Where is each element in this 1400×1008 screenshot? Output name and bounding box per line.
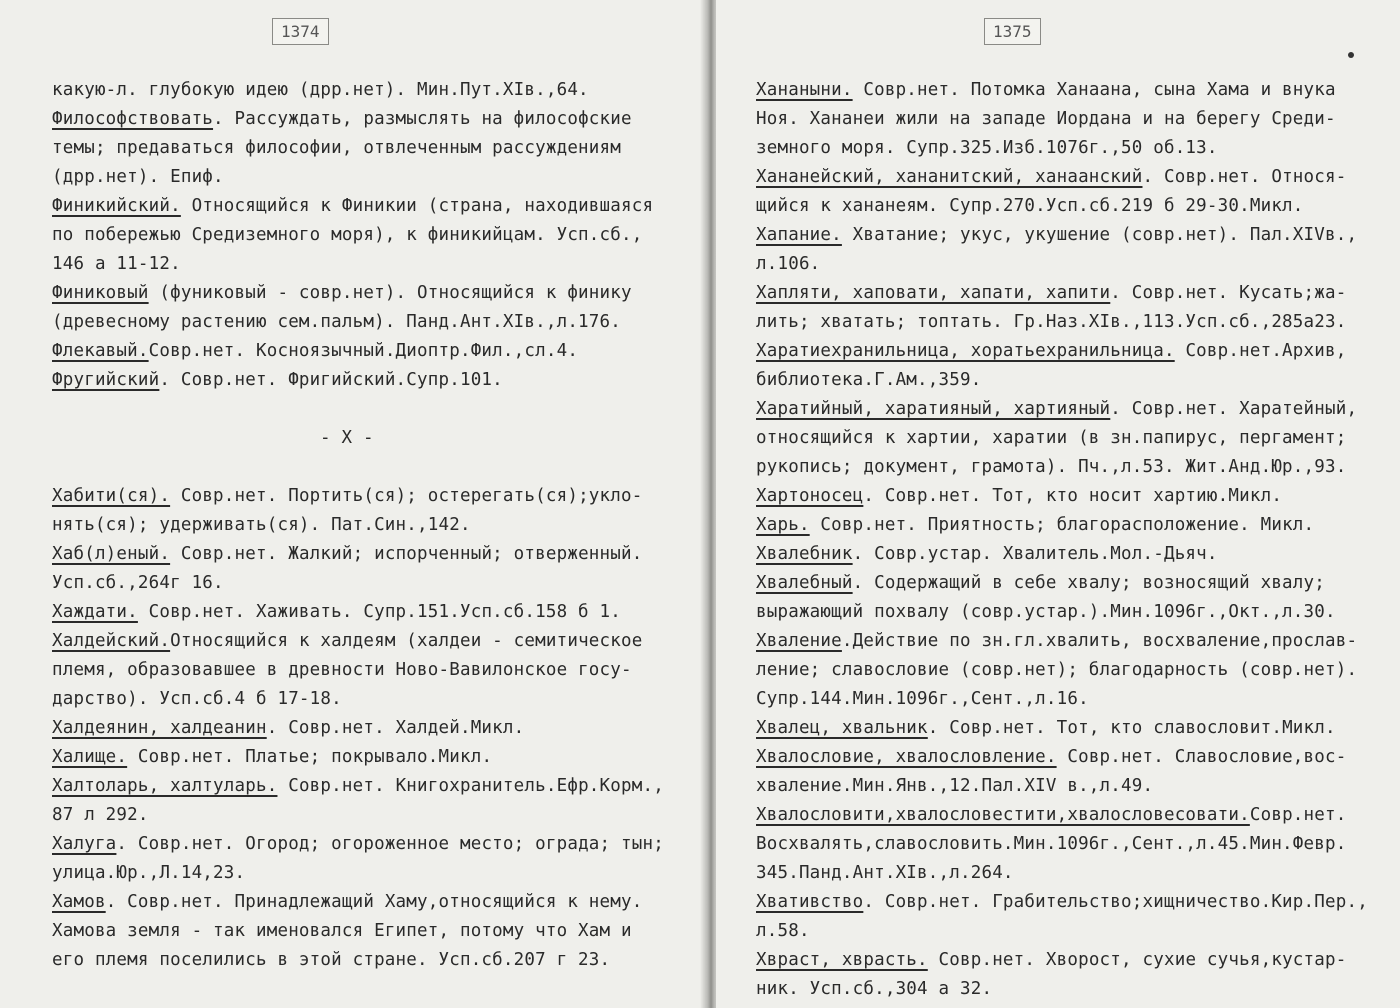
dictionary-entry (52, 279, 692, 337)
entry-line (52, 772, 692, 801)
entry-line (756, 830, 1392, 859)
entry-line (52, 308, 692, 337)
dictionary-entry (756, 395, 1392, 482)
entry-line (52, 714, 692, 743)
definition-text: . Совр.нет. Тот, кто славословит.Микл. (927, 718, 1336, 738)
entry-line (52, 685, 692, 714)
entry-line (756, 221, 1392, 250)
definition-text: Совр.нет. (1249, 805, 1347, 825)
entry-line (756, 540, 1392, 569)
dictionary-entry (756, 337, 1392, 395)
definition-text: Хамова земля - так именовался Египет, потому что Хам и (52, 921, 632, 941)
definition-text: его племя поселились в этой стране. Усп.сб.207 г 23. (52, 950, 611, 970)
entry-line (52, 801, 692, 830)
headword: Финикийский. (52, 196, 181, 216)
definition-text: 345.Панд.Ант.XIв.,л.264. (756, 863, 1014, 883)
dictionary-entry (756, 569, 1392, 627)
entry-line (756, 453, 1392, 482)
definition-text: Хватание; укус, укушение (совр.нет). Пал.XIVв., (841, 225, 1358, 245)
definition-text: по побережью Средиземного моря), к финикийцам. Усп.сб., (52, 225, 643, 245)
dictionary-entry (756, 511, 1392, 540)
right-page (716, 0, 1400, 1008)
dictionary-entry (52, 830, 692, 888)
definition-text: . Содержащий в себе хвалу; возносящий хвалу; (852, 573, 1326, 593)
definition-text: Супр.144.Мин.1096г.,Сент.,л.16. (756, 689, 1089, 709)
entry-line (756, 308, 1392, 337)
definition-text: улица.Юр.,Л.14,23. (52, 863, 246, 883)
definition-text: племя, образовавшее в древности Ново-Вавилонское госу- (52, 660, 632, 680)
right-column (756, 76, 1392, 1004)
definition-text: л.58. (756, 921, 810, 941)
entry-line (756, 888, 1392, 917)
definition-text: . Совр.нет. Грабительство;хищничество.Кир.Пер., (863, 892, 1368, 912)
dictionary-entry (756, 482, 1392, 511)
entry-line (52, 830, 692, 859)
definition-text: . Совр.устар. Хвалитель.Мол.-Дьяч. (852, 544, 1218, 564)
definition-text: темы; предаваться философии, отвлеченным рассуждениям (52, 138, 622, 158)
definition-text: Совр.нет. Приятность; благорасположение. Микл. (809, 515, 1315, 535)
entry-line (52, 743, 692, 772)
headword: Халуга (52, 834, 117, 854)
headword: Фругийский (52, 370, 160, 390)
dictionary-entry (756, 279, 1392, 337)
headword: Хвалебник (756, 544, 853, 564)
page-number: 1374 (272, 18, 329, 45)
dictionary-entry (52, 888, 692, 975)
entry-line (756, 279, 1392, 308)
headword: Халтоларь, халтуларь. (52, 776, 278, 796)
definition-text: (фуниковый - совр.нет). Относящийся к финику (148, 283, 632, 303)
dictionary-entry (52, 743, 692, 772)
entry-line (756, 569, 1392, 598)
entry-line (52, 163, 692, 192)
headword: Хабити(ся). (52, 486, 171, 506)
headword: Хваление (756, 631, 842, 651)
dictionary-entry (52, 192, 692, 279)
entry-line (52, 888, 692, 917)
definition-text: Совр.нет. Хаживать. Супр.151.Усп.сб.158 б 1. (137, 602, 622, 622)
headword: Хвативство (756, 892, 864, 912)
entry-line (756, 598, 1392, 627)
definition-text: (древесному растению сем.пальм). Панд.Ант.XIв.,л.176. (52, 312, 622, 332)
definition-text: хваление.Мин.Янв.,12.Пал.XIV в.,л.49. (756, 776, 1154, 796)
entry-line (52, 337, 692, 366)
entry-line (756, 627, 1392, 656)
dictionary-entry (756, 888, 1392, 946)
dictionary-entry (756, 76, 1392, 163)
dictionary-entry (52, 482, 692, 540)
entry-line (756, 482, 1392, 511)
entry-line (52, 134, 692, 163)
entry-line (52, 250, 692, 279)
entry-line (52, 627, 692, 656)
definition-text: л.106. (756, 254, 821, 274)
definition-text: . Рассуждать, размыслять на философские (213, 109, 632, 129)
definition-text: Относящийся к халдеям (халдеи - семитическое (170, 631, 643, 651)
headword: Хананыни. (756, 80, 853, 100)
definition-text: . Совр.нет. Фригийский.Супр.101. (159, 370, 503, 390)
entry-line (756, 105, 1392, 134)
headword: Харатийный, харатияный, хартияный (756, 399, 1111, 419)
definition-text: . Совр.нет. Относя- (1142, 167, 1347, 187)
dictionary-entry (52, 540, 692, 598)
definition-text: Совр.нет. Платье; покрывало.Микл. (127, 747, 493, 767)
dictionary-entry (52, 714, 692, 743)
definition-text: Совр.нет. Портить(ся); остерегать(ся);укло- (170, 486, 643, 506)
entry-line (756, 917, 1392, 946)
entry-line (52, 221, 692, 250)
dictionary-entry (756, 743, 1392, 801)
headword: Философствовать (52, 109, 214, 129)
headword: Хапание. (756, 225, 842, 245)
entry-line (756, 946, 1392, 975)
page-number: 1375 (984, 18, 1041, 45)
definition-text: какую-л. глубокую идею (дрр.нет). Мин.Пут.XIв.,64. (52, 80, 589, 100)
entry-line (756, 975, 1392, 1004)
definition-text: Ноя. Хананеи жили на западе Иордана и на берегу Среди- (756, 109, 1336, 129)
headword: Харь. (756, 515, 810, 535)
entry-line (756, 511, 1392, 540)
definition-text: Восхвалять,славословить.Мин.1096г.,Сент.,л.45.Мин.Февр. (756, 834, 1347, 854)
entry-line (756, 395, 1392, 424)
definition-text: Совр.нет.Архив, (1174, 341, 1347, 361)
definition-text: ник. Усп.сб.,304 а 32. (756, 979, 993, 999)
entry-line (52, 540, 692, 569)
entry-line (52, 511, 692, 540)
definition-text: библиотека.Г.Ам.,359. (756, 370, 982, 390)
headword: Харатиехранильница, хоратьехранильница. (756, 341, 1175, 361)
dictionary-entry (52, 105, 692, 192)
dictionary-entry (52, 627, 692, 714)
entry-line (756, 743, 1392, 772)
definition-text: (дрр.нет). Епиф. (52, 167, 224, 187)
headword: Хаждати. (52, 602, 138, 622)
entry-line (756, 163, 1392, 192)
dictionary-entry (52, 337, 692, 366)
dictionary-entry (756, 714, 1392, 743)
definition-text: . Совр.нет. Халдей.Микл. (266, 718, 525, 738)
definition-text: нять(ся); удерживать(ся). Пат.Син.,142. (52, 515, 471, 535)
definition-text: дарство). Усп.сб.4 б 17-18. (52, 689, 342, 709)
entry-line (756, 366, 1392, 395)
definition-text: .Действие по зн.гл.хвалить, восхваление,прослав- (841, 631, 1358, 651)
headword: Хаб(л)еный. (52, 544, 171, 564)
headword: Хананейский, хананитский, ханаанский (756, 167, 1143, 187)
entry-line (756, 134, 1392, 163)
definition-text: земного моря. Супр.325.Изб.1076г.,50 об.13. (756, 138, 1218, 158)
definition-text: рукопись; документ, грамота). Пч.,л.53. Жит.Анд.Юр.,93. (756, 457, 1347, 477)
entry-line (756, 685, 1392, 714)
entry-line (52, 598, 692, 627)
definition-text: . Совр.нет. Огород; огороженное место; ограда; тын; (116, 834, 664, 854)
dictionary-entry (756, 221, 1392, 279)
definition-text: выражающий похвалу (совр.устар.).Мин.1096г.,Окт.,л.30. (756, 602, 1336, 622)
dictionary-entry (756, 163, 1392, 221)
entry-line (52, 859, 692, 888)
entry-line (52, 482, 692, 511)
definition-text: 87 л 292. (52, 805, 149, 825)
dictionary-entry (52, 76, 692, 105)
left-column (52, 76, 692, 975)
headword: Хапляти, хаповати, хапати, хапити (756, 283, 1111, 303)
definition-text: Относящийся к Финикии (страна, находившаяся (180, 196, 654, 216)
headword: Хвалец, хвальник (756, 718, 928, 738)
ink-dot (1348, 52, 1354, 58)
headword: Хвалословити,хвалословестити,хвалословесовати. (756, 805, 1250, 825)
definition-text: относящийся к хартии, харатии (в зн.папирус, пергамент; (756, 428, 1347, 448)
entry-line (756, 424, 1392, 453)
dictionary-entry (756, 946, 1392, 1004)
headword: Хвалословие, хвалословление. (756, 747, 1057, 767)
entry-line (52, 192, 692, 221)
definition-text: Усп.сб.,264г 16. (52, 573, 224, 593)
dictionary-entry (52, 598, 692, 627)
entry-line (756, 772, 1392, 801)
entry-line (52, 279, 692, 308)
definition-text: ление; славословие (совр.нет); благодарность (совр.нет). (756, 660, 1358, 680)
definition-text: Совр.нет. Хворост, сухие сучья,кустар- (927, 950, 1347, 970)
entry-line (52, 76, 692, 105)
definition-text: Совр.нет. Славословие,вос- (1056, 747, 1347, 767)
headword: Хамов (52, 892, 106, 912)
entry-line (756, 801, 1392, 830)
headword: Финиковый (52, 283, 149, 303)
definition-text: Совр.нет. Книгохранитель.Ефр.Корм., (277, 776, 664, 796)
entry-line (52, 917, 692, 946)
dictionary-entry (756, 540, 1392, 569)
entry-line (756, 656, 1392, 685)
dictionary-entry (756, 801, 1392, 888)
definition-text: щийся к хананеям. Супр.270.Усп.сб.219 б 29-30.Микл. (756, 196, 1304, 216)
dictionary-entry (756, 627, 1392, 714)
headword: Халдеянин, халдеанин (52, 718, 267, 738)
definition-text: Совр.нет. Косноязычный.Диоптр.Фил.,сл.4. (148, 341, 579, 361)
section-spacer (52, 395, 692, 424)
entry-line (52, 946, 692, 975)
entry-line (52, 656, 692, 685)
entry-line (756, 192, 1392, 221)
dictionary-entry (52, 772, 692, 830)
headword: Хвраст, хврасть. (756, 950, 928, 970)
definition-text: Совр.нет. Потомка Ханаана, сына Хама и внука (852, 80, 1336, 100)
section-heading: - X - (320, 428, 374, 448)
definition-text: Совр.нет. Жалкий; испорченный; отверженный. (170, 544, 643, 564)
section-spacer (52, 453, 692, 482)
entry-line (52, 569, 692, 598)
entry-line (52, 366, 692, 395)
definition-text: . Совр.нет. Кусать;жа- (1110, 283, 1347, 303)
entry-line (756, 250, 1392, 279)
entry-line (52, 105, 692, 134)
entry-line (756, 714, 1392, 743)
dictionary-entry (52, 366, 692, 395)
headword: Халище. (52, 747, 128, 767)
definition-text: 146 а 11-12. (52, 254, 181, 274)
definition-text: . Совр.нет. Тот, кто носит хартию.Микл. (863, 486, 1283, 506)
definition-text: лить; хватать; топтать. Гр.Наз.XIв.,113.Усп.сб.,285а23. (756, 312, 1347, 332)
definition-text: . Совр.нет. Принадлежащий Хаму,относящийся к нему. (105, 892, 643, 912)
entry-line (756, 859, 1392, 888)
entry-line (756, 337, 1392, 366)
headword: Хартоносец (756, 486, 864, 506)
headword: Флекавый. (52, 341, 149, 361)
entry-line (756, 76, 1392, 105)
headword: Хвалебный (756, 573, 853, 593)
definition-text: . Совр.нет. Харатейный, (1110, 399, 1358, 419)
headword: Халдейский. (52, 631, 171, 651)
